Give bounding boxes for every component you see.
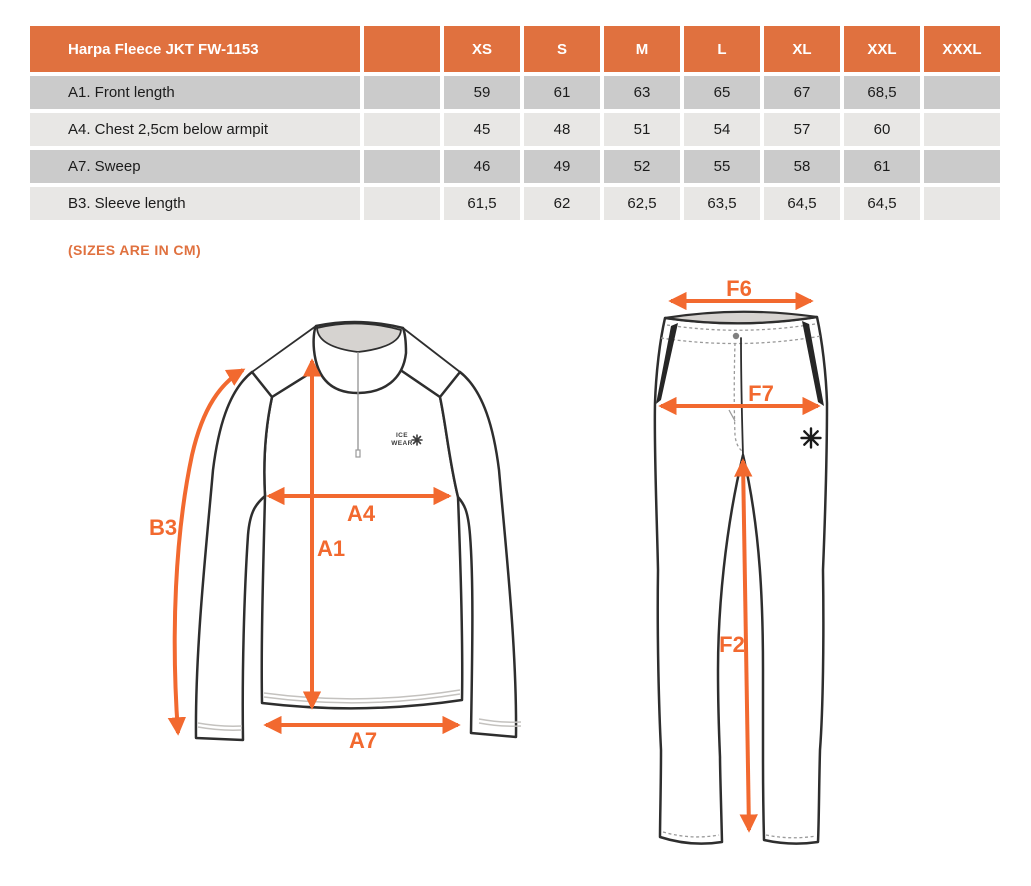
value-cell: 62 <box>524 187 600 220</box>
jacket-measurement-diagram <box>95 295 565 765</box>
row-label-chest: A4. Chest 2,5cm below armpit <box>30 113 360 146</box>
value-cell <box>924 150 1000 183</box>
label-f7: F7 <box>748 381 774 406</box>
value-cell: 59 <box>444 76 520 109</box>
logo-text-bottom: WEAR <box>391 440 413 447</box>
table-title: Harpa Fleece JKT FW-1153 <box>30 26 360 72</box>
size-chart-table <box>30 26 1000 220</box>
size-header-xs: XS <box>444 26 520 72</box>
jacket-body <box>262 367 463 708</box>
label-a1: A1 <box>316 536 346 561</box>
value-cell: 49 <box>524 150 600 183</box>
value-cell: 67 <box>764 76 840 109</box>
row-spacer <box>364 187 440 220</box>
value-cell: 52 <box>604 150 680 183</box>
row-label-sleeve-length: B3. Sleeve length <box>30 187 360 220</box>
pants-measurement-diagram <box>625 280 885 860</box>
logo-text-top: ICE <box>395 432 409 439</box>
value-cell: 51 <box>604 113 680 146</box>
value-cell: 64,5 <box>764 187 840 220</box>
value-cell: 60 <box>844 113 920 146</box>
size-header-s: S <box>524 26 600 72</box>
value-cell <box>924 76 1000 109</box>
value-cell: 63 <box>604 76 680 109</box>
label-a7: A7 <box>348 728 378 753</box>
value-cell: 62,5 <box>604 187 680 220</box>
snowflake-icon <box>802 429 821 448</box>
value-cell: 65 <box>684 76 760 109</box>
value-cell: 58 <box>764 150 840 183</box>
size-header-m: M <box>604 26 680 72</box>
label-b3: B3 <box>148 515 178 540</box>
value-cell: 45 <box>444 113 520 146</box>
row-spacer <box>364 150 440 183</box>
table-header-spacer <box>364 26 440 72</box>
row-label-sweep: A7. Sweep <box>30 150 360 183</box>
label-f6: F6 <box>726 280 752 301</box>
value-cell: 46 <box>444 150 520 183</box>
value-cell: 61 <box>844 150 920 183</box>
size-header-l: L <box>684 26 760 72</box>
size-header-xl: XL <box>764 26 840 72</box>
sizes-unit-note: (SIZES ARE IN CM) <box>68 242 202 258</box>
row-spacer <box>364 76 440 109</box>
snowflake-icon <box>412 435 422 445</box>
value-cell: 64,5 <box>844 187 920 220</box>
value-cell <box>924 113 1000 146</box>
value-cell: 61 <box>524 76 600 109</box>
pants-button <box>733 333 739 339</box>
value-cell: 48 <box>524 113 600 146</box>
value-cell: 54 <box>684 113 760 146</box>
value-cell: 63,5 <box>684 187 760 220</box>
size-header-xxl: XXL <box>844 26 920 72</box>
size-header-xxxl: XXXL <box>924 26 1000 72</box>
value-cell: 57 <box>764 113 840 146</box>
jacket-zipper-pull <box>356 450 360 457</box>
value-cell <box>924 187 1000 220</box>
value-cell: 55 <box>684 150 760 183</box>
value-cell: 61,5 <box>444 187 520 220</box>
row-spacer <box>364 113 440 146</box>
label-a4: A4 <box>346 501 376 526</box>
value-cell: 68,5 <box>844 76 920 109</box>
row-label-front-length: A1. Front length <box>30 76 360 109</box>
label-f2: F2 <box>719 632 745 657</box>
